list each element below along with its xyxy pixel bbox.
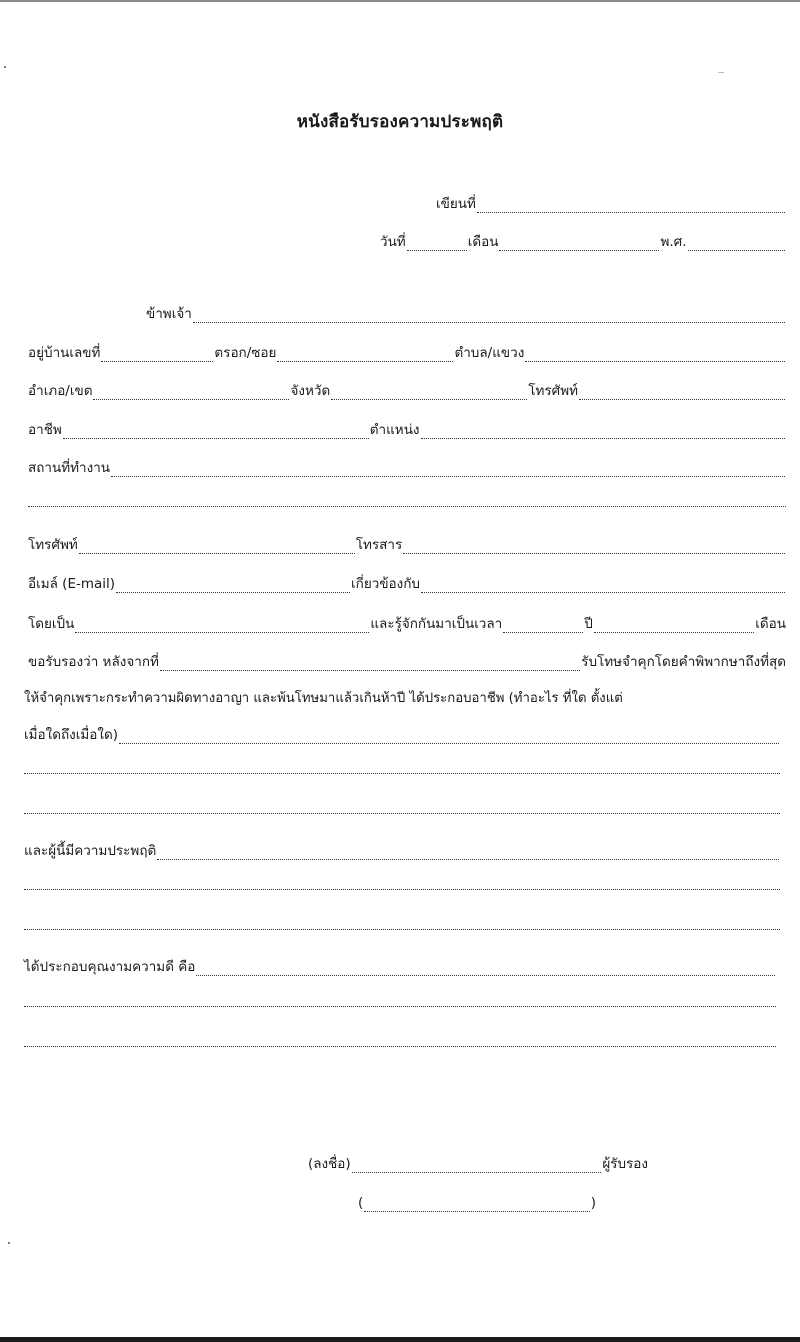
date-day-field[interactable] xyxy=(407,234,467,251)
written-at-field[interactable] xyxy=(477,196,785,213)
months-label: เดือน xyxy=(755,616,786,632)
alley-label: ตรอก/ซอย xyxy=(214,345,277,361)
conviction-paragraph: ให้จำคุกเพราะกระทำความผิดทางอาญา และพ้นโทษมาแล้วเกินห้าปี ได้ประกอบอาชีพ (ทำอะไร ที่ใด ตั้งแต่ xyxy=(24,691,623,706)
house-no-label: อยู่บ้านเลขที่ xyxy=(28,345,101,361)
behavior-row xyxy=(24,840,780,860)
date-month-field[interactable] xyxy=(499,234,659,251)
name-field[interactable] xyxy=(193,306,785,323)
scan-bottom-edge xyxy=(0,1337,800,1342)
workplace-field[interactable] xyxy=(111,460,785,477)
alley-field[interactable] xyxy=(277,345,453,362)
paren-close: ) xyxy=(590,1195,596,1211)
phone2-field[interactable] xyxy=(79,537,355,554)
date-month-label: เดือน xyxy=(467,234,499,250)
months-field[interactable] xyxy=(594,616,754,633)
certify-row xyxy=(28,651,786,671)
behavior-label: และผู้นี้มีความประพฤติ xyxy=(24,843,157,859)
behavior-line3[interactable] xyxy=(24,928,780,930)
house-no-field[interactable] xyxy=(101,345,213,362)
i-row xyxy=(146,303,786,323)
printed-name-row xyxy=(358,1192,596,1212)
occupation-label: อาชีพ xyxy=(28,422,62,438)
good-deeds-label: ได้ประกอบคุณงามความดี คือ xyxy=(24,959,196,975)
sentenced-label: รับโทษจำคุกโดยคำพิพากษาถึงที่สุด xyxy=(581,654,786,670)
phone1-field[interactable] xyxy=(579,383,785,400)
position-label: ตำแหน่ง xyxy=(369,422,420,438)
address-row xyxy=(28,342,786,362)
position-field[interactable] xyxy=(421,422,785,439)
fax-field[interactable] xyxy=(403,537,785,554)
when-row xyxy=(24,724,780,744)
date-year-field[interactable] xyxy=(688,234,786,251)
certifier-label: ผู้รับรอง xyxy=(602,1156,648,1172)
subdistrict-field[interactable] xyxy=(525,345,785,362)
i-label: ข้าพเจ้า xyxy=(146,306,192,322)
related-label: เกี่ยวข้องกับ xyxy=(351,576,420,592)
good-deeds-line3[interactable] xyxy=(24,1045,776,1047)
signature-row xyxy=(308,1153,648,1173)
relationship-row xyxy=(28,613,786,633)
signature-field[interactable] xyxy=(352,1156,602,1173)
email-label: อีเมล์ (E-mail) xyxy=(28,576,116,592)
written-at-label: เขียนที่ xyxy=(436,196,476,212)
date-row xyxy=(380,231,786,251)
scan-speck xyxy=(718,72,724,73)
district-row xyxy=(28,380,786,400)
phone1-label: โทรศัพท์ xyxy=(528,383,578,399)
good-deeds-line2[interactable] xyxy=(24,1005,776,1007)
workplace-row xyxy=(28,457,786,477)
document-title: หนังสือรับรองความประพฤติ xyxy=(296,112,504,132)
occupation-history-field[interactable] xyxy=(119,727,779,744)
email-row xyxy=(28,573,786,593)
as-label: โดยเป็น xyxy=(28,616,75,632)
email-field[interactable] xyxy=(116,576,350,593)
date-day-label: วันที่ xyxy=(380,234,406,250)
fax-label: โทรสาร xyxy=(355,537,403,553)
related-field[interactable] xyxy=(421,576,785,593)
sign-label: (ลงชื่อ) xyxy=(308,1156,351,1172)
good-deeds-field[interactable] xyxy=(196,959,775,976)
known-for-label: และรู้จักกันมาเป็นเวลา xyxy=(370,616,503,632)
behavior-field[interactable] xyxy=(157,843,779,860)
occupation-history-line2[interactable] xyxy=(24,772,780,774)
occupation-history-line3[interactable] xyxy=(24,812,780,814)
scan-speck xyxy=(8,1242,10,1244)
good-deeds-row xyxy=(24,956,776,976)
workplace-label: สถานที่ทำงาน xyxy=(28,460,111,476)
years-field[interactable] xyxy=(503,616,583,633)
province-field[interactable] xyxy=(331,383,527,400)
when-label: เมื่อใดถึงเมื่อใด) xyxy=(24,727,118,743)
scan-top-edge xyxy=(0,0,800,2)
subdistrict-label: ตำบล/แขวง xyxy=(454,345,525,361)
written-at-row xyxy=(436,193,786,213)
province-label: จังหวัด xyxy=(290,383,331,399)
behavior-line2[interactable] xyxy=(24,888,780,890)
scan-speck xyxy=(4,66,6,68)
occupation-field[interactable] xyxy=(63,422,369,439)
phone2-label: โทรศัพท์ xyxy=(28,537,78,553)
certify-after-field[interactable] xyxy=(160,654,580,671)
paren-open: ( xyxy=(358,1195,364,1211)
district-label: อำเภอ/เขต xyxy=(28,383,93,399)
workplace-field-line2[interactable] xyxy=(28,505,786,507)
phone-fax-row xyxy=(28,534,786,554)
date-year-label: พ.ศ. xyxy=(660,234,687,250)
certify-after-label: ขอรับรองว่า หลังจากที่ xyxy=(28,654,159,670)
printed-name-field[interactable] xyxy=(364,1195,589,1212)
occupation-row xyxy=(28,419,786,439)
as-field[interactable] xyxy=(75,616,369,633)
years-label: ปี xyxy=(584,616,593,632)
district-field[interactable] xyxy=(93,383,289,400)
